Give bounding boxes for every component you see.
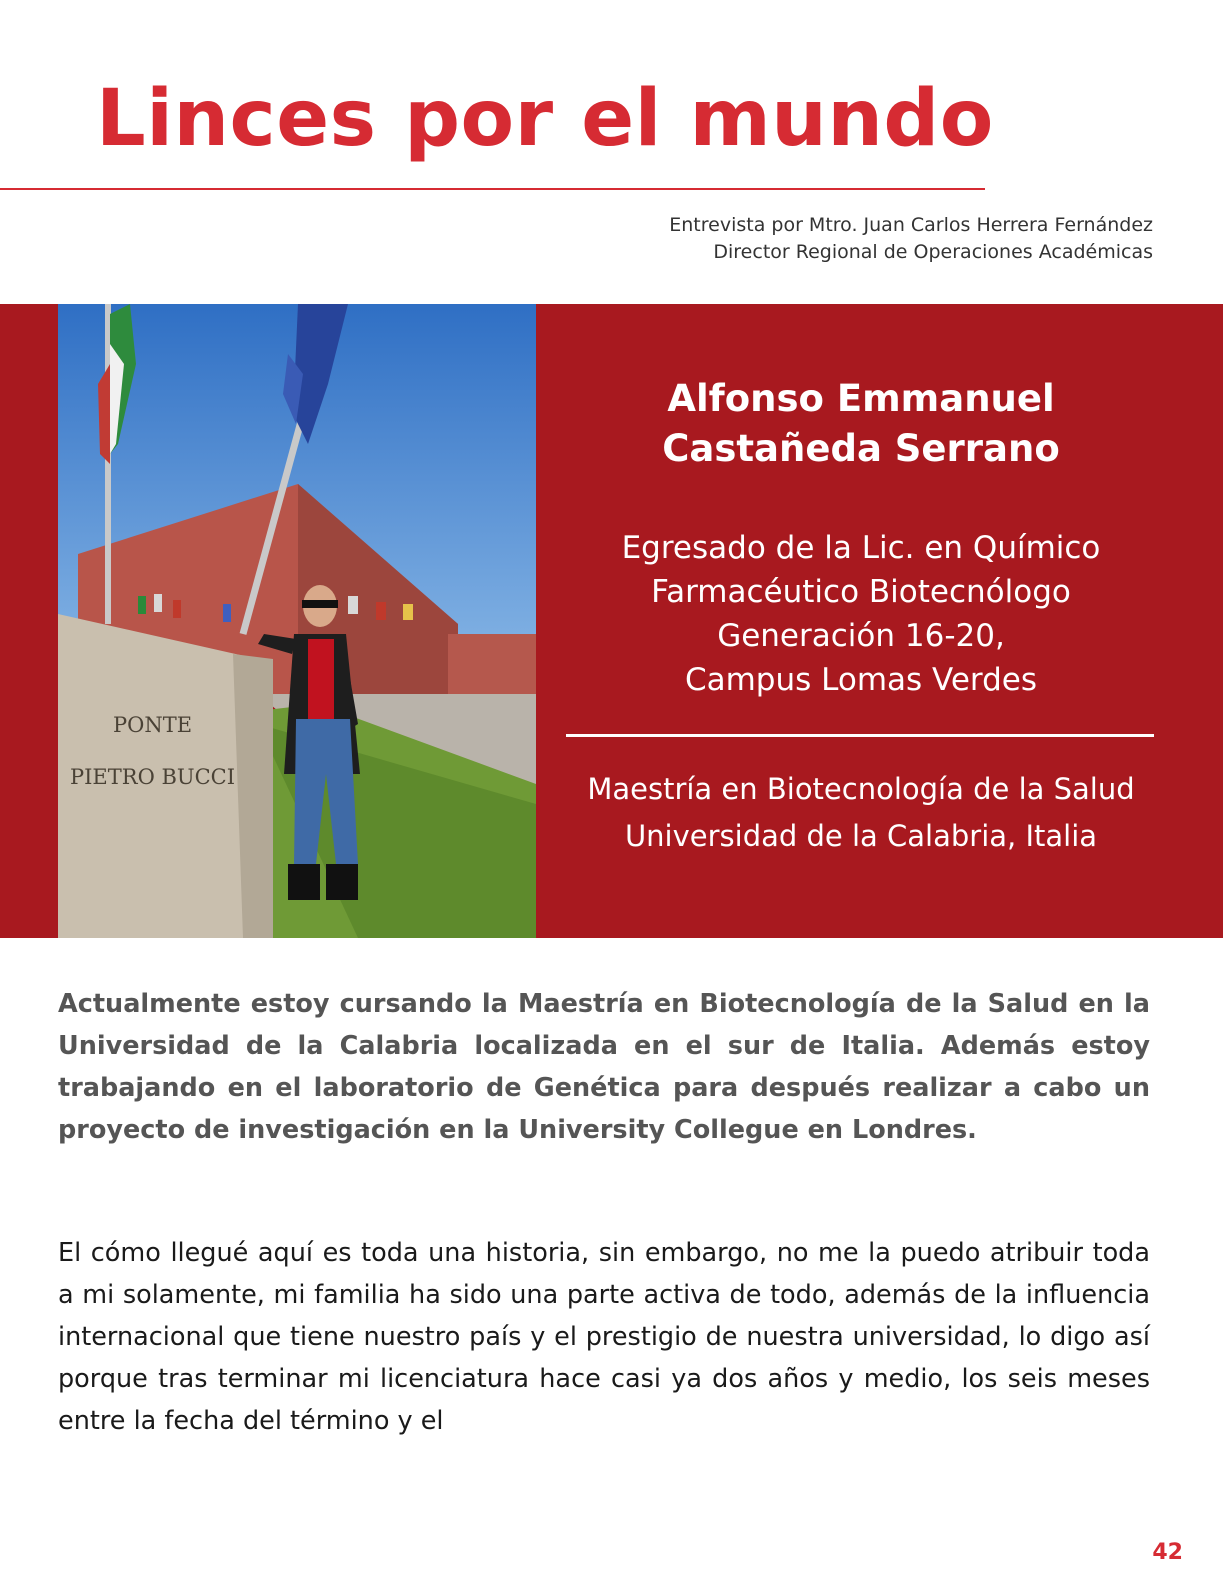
degree-info [536,526,1186,702]
page-title: Linces por el mundo [96,74,994,164]
masters-info [536,766,1186,860]
plaque-text-line1: PONTE [113,713,193,737]
profile-panel [536,304,1223,938]
campus-photo-illustration [58,304,536,938]
byline [669,212,1153,266]
graduate-name-line1: Alfonso Emmanuel [667,377,1055,420]
byline-interviewer: Entrevista por Mtro. Juan Carlos Herrera Fernández [669,214,1153,236]
profile-divider [566,734,1154,737]
intro-paragraph: Actualmente estoy cursando la Maestría en Biotecnología de la Salud en la Universidad de la Calabria localizada en el sur de Italia. Además estoy trabajando en el laboratorio de Genética para después realizar a cabo un proyecto de investigación en la University Collegue en Londres. [58,989,1150,1145]
degree-line1: Egresado de la Lic. en Químico [621,530,1101,566]
byline-role: Director Regional de Operaciones Académicas [713,241,1153,263]
degree-line2: Farmacéutico Biotecnólogo [651,574,1071,610]
body-paragraph: El cómo llegué aquí es toda una historia, sin embargo, no me la puedo atribuir toda a mi solamente, mi familia ha sido una parte activa de todo, además de la influencia internacional que tiene nuestro país y el prestigio de nuestra universidad, lo digo así porque tras terminar mi licenciatura hace casi ya dos años y medio, los seis meses entre la fecha del término y el [58,1238,1150,1436]
plaque-text-line2: PIETRO BUCCI [70,765,236,789]
profile-photo [58,304,536,938]
title-underline [0,188,985,190]
masters-line1: Maestría en Biotecnología de la Salud [587,772,1135,806]
page-number: 42 [1152,1540,1183,1565]
masters-line2: Universidad de la Calabria, Italia [624,819,1098,853]
degree-line3: Generación 16-20, [717,618,1005,654]
graduate-name [536,374,1186,474]
graduate-name-line2: Castañeda Serrano [662,427,1060,470]
degree-line4: Campus Lomas Verdes [684,662,1038,698]
